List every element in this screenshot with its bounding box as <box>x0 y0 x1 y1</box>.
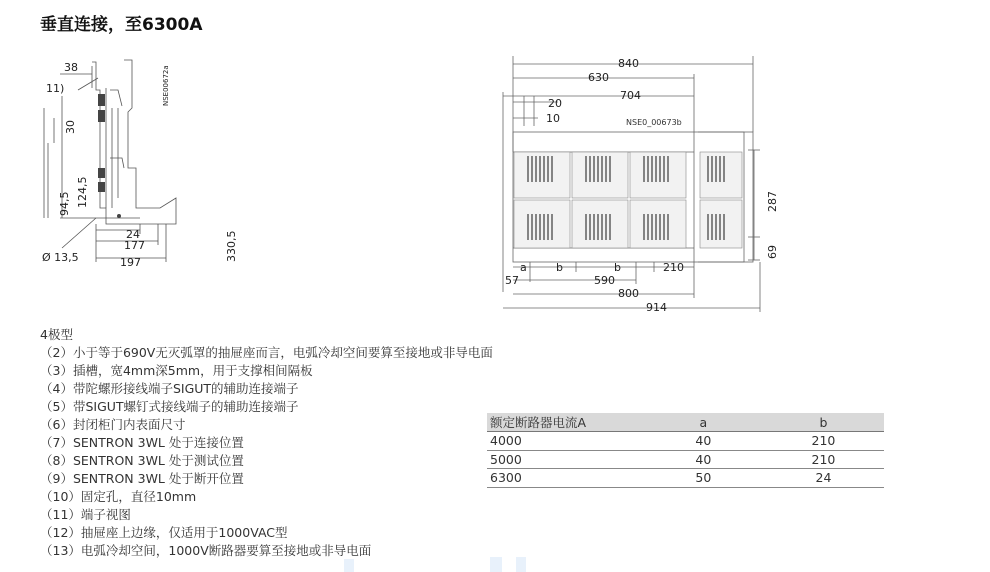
cell-b: 210 <box>811 433 836 449</box>
note-item: （13）电弧冷却空间，1000V断路器要算至接地或非导电面 <box>40 543 372 558</box>
dim-914-label: 914 <box>646 301 667 314</box>
dim-30-label: 30 <box>64 120 77 134</box>
side-view-diagram <box>40 48 238 270</box>
dim-20-label: 20 <box>548 97 562 110</box>
cell-current: 4000 <box>490 433 522 449</box>
cell-a: 50 <box>695 470 712 486</box>
dim-840-label: 840 <box>618 57 639 70</box>
note-item: （2）小于等于690V无灭弧罩的抽屉座而言，电弧冷却空间要算至接地或非导电面 <box>40 345 493 360</box>
dim-330-label: 330,5 <box>225 230 238 262</box>
dim-38-label: 38 <box>64 61 78 74</box>
right-diagram-code: NSE0_00673b <box>626 118 682 127</box>
dim-11-label: 11) <box>46 82 65 95</box>
header-b: b <box>819 414 828 430</box>
header-a: a <box>699 414 708 430</box>
dim-24-label: 24 <box>126 228 140 241</box>
cell-current: 5000 <box>490 451 522 467</box>
dimension-table <box>487 413 884 488</box>
note-item: （9）SENTRON 3WL 处于断开位置 <box>40 471 244 486</box>
cell-a: 40 <box>695 433 712 449</box>
note-item: （5）带SIGUT螺钉式接线端子的辅助连接端子 <box>40 399 299 414</box>
dim-57-label: 57 <box>505 274 519 287</box>
dim-a-label: a <box>520 261 527 274</box>
dim-630-label: 630 <box>588 71 609 84</box>
dim-124-label: 124,5 <box>76 176 89 208</box>
table-row <box>487 469 884 488</box>
dim-177-label: 177 <box>124 239 145 252</box>
dim-10-label: 10 <box>546 112 560 125</box>
table-header <box>487 413 884 432</box>
dim-704-label: 704 <box>620 89 641 102</box>
left-diagram-code: NSE00672a <box>162 65 170 106</box>
note-item: （10）固定孔，直径10mm <box>40 489 197 504</box>
dim-b2-label: b <box>614 261 621 274</box>
cell-b: 24 <box>815 470 832 486</box>
front-view-diagram <box>498 52 798 314</box>
dim-94-label: 94,5 <box>58 191 71 216</box>
page-title: 垂直连接，至6300A <box>40 15 203 35</box>
cell-current: 6300 <box>490 470 522 486</box>
notes-list <box>40 326 493 560</box>
dim-210-label: 210 <box>663 261 684 274</box>
watermark-graphic <box>340 555 540 572</box>
note-item: （7）SENTRON 3WL 处于连接位置 <box>40 435 244 450</box>
table-row <box>487 451 884 470</box>
dim-590-label: 590 <box>594 274 615 287</box>
dim-197-label: 197 <box>120 256 141 269</box>
note-item: （3）插槽，宽4mm深5mm，用于支撑相间隔板 <box>40 363 313 378</box>
table-row <box>487 432 884 451</box>
notes-heading: 4极型 <box>40 327 73 342</box>
dim-13-label: Ø 13,5 <box>42 251 79 264</box>
note-item: （11）端子视图 <box>40 507 131 522</box>
dim-69-label: 69 <box>766 245 779 259</box>
header-current: 额定断路器电流A <box>490 415 587 430</box>
note-item: （12）抽屉座上边缘，仅适用于1000VAC型 <box>40 525 288 540</box>
cell-b: 210 <box>811 451 836 467</box>
note-item: （8）SENTRON 3WL 处于测试位置 <box>40 453 244 468</box>
dim-b1-label: b <box>556 261 563 274</box>
note-item: （6）封闭柜门内表面尺寸 <box>40 417 186 432</box>
dim-800-label: 800 <box>618 287 639 300</box>
note-item: （4）带陀螺形接线端子SIGUT的辅助连接端子 <box>40 381 299 396</box>
cell-a: 40 <box>695 451 712 467</box>
dim-287-label: 287 <box>766 191 779 212</box>
